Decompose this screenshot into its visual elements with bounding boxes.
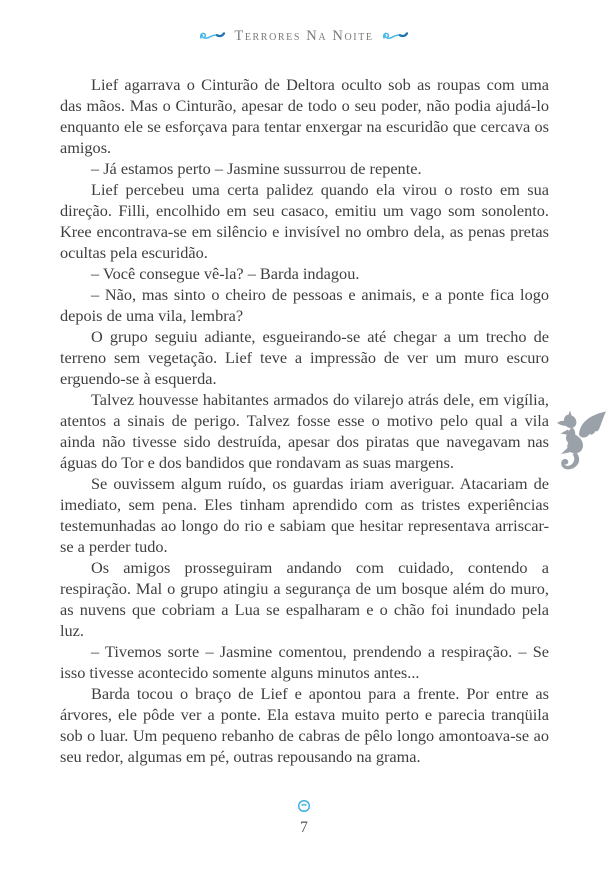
paragraph: Lief percebeu uma certa palidez quando ela virou o rosto em sua direção. Filli, encolhido em seu casaco, emitiu um vago som sonolento. Kree encontrava-se em silêncio e invisível no ombro dela, as penas pretas ocultas pela escuridão.	[60, 180, 549, 262]
page-footer	[0, 799, 608, 837]
page-number: 7	[300, 819, 308, 836]
paragraph-dialogue: – Já estamos perto – Jasmine sussurrou de repente.	[91, 159, 422, 178]
paragraph: Talvez houvesse habitantes armados do vilarejo atrás dele, em vigília, atentos a sinais de perigo. Talvez fosse esse o motivo pelo qual a vila ainda não tivesse sido destruída, apesar dos piratas que navegavam nas águas do Tor e dos bandidos que rondavam as suas margens.	[60, 390, 549, 472]
paragraph: Barda tocou o braço de Lief e apontou para a frente. Por entre as árvores, ele pôde ver a ponte. Ela estava muito perto e parecia tranqüila sob o luar. Um pequeno rebanho de cabras de pêlo longo amontoava-se ao seu redor, algumas em pé, outras repousando na grama.	[60, 684, 549, 766]
paragraph: Os amigos prosseguiram andando com cuidado, contendo a respiração. Mal o grupo atingiu a segurança de um bosque além do muro, as nuvens que cobriam a Lua se espalharam e o chão foi inundado pela luz.	[60, 558, 549, 640]
paragraph-dialogue: – Você consegue vê-la? – Barda indagou.	[91, 264, 360, 283]
knot-icon	[297, 799, 311, 813]
running-header	[0, 28, 608, 45]
paragraph-dialogue: – Não, mas sinto o cheiro de pessoas e animais, e a ponte fica logo depois de uma vila, lembra?	[60, 285, 549, 325]
paragraph: Lief agarrava o Cinturão de Deltora oculto sob as roupas com uma das mãos. Mas o Cinturão, apesar de todo o seu poder, não podia ajudá-lo enquanto ele se esforçava para tentar enxergar na escuridão que cercava os amigos.	[60, 75, 549, 157]
swirl-ornament-left-icon	[199, 30, 226, 43]
body-text	[60, 74, 549, 767]
paragraph-dialogue: – Tivemos sorte – Jasmine comentou, prendendo a respiração. – Se isso tivesse acontecido somente alguns minutos antes...	[60, 642, 549, 682]
page-header-title: Terrores Na Noite	[234, 28, 374, 44]
swirl-ornament-right-icon	[382, 30, 409, 43]
dragon-icon	[553, 410, 607, 474]
paragraph: Se ouvissem algum ruído, os guardas iriam averiguar. Atacariam de imediato, sem pena. Eles tinham aprendido com as tristes experiências testemunhadas ao longo do rio e sabiam que hesitar representava arriscar-se a perder tudo.	[60, 474, 549, 556]
paragraph: O grupo seguiu adiante, esgueirando-se até chegar a um trecho de terreno sem vegetação. Lief teve a impressão de ver um muro escuro erguendo-se à esquerda.	[60, 327, 549, 388]
